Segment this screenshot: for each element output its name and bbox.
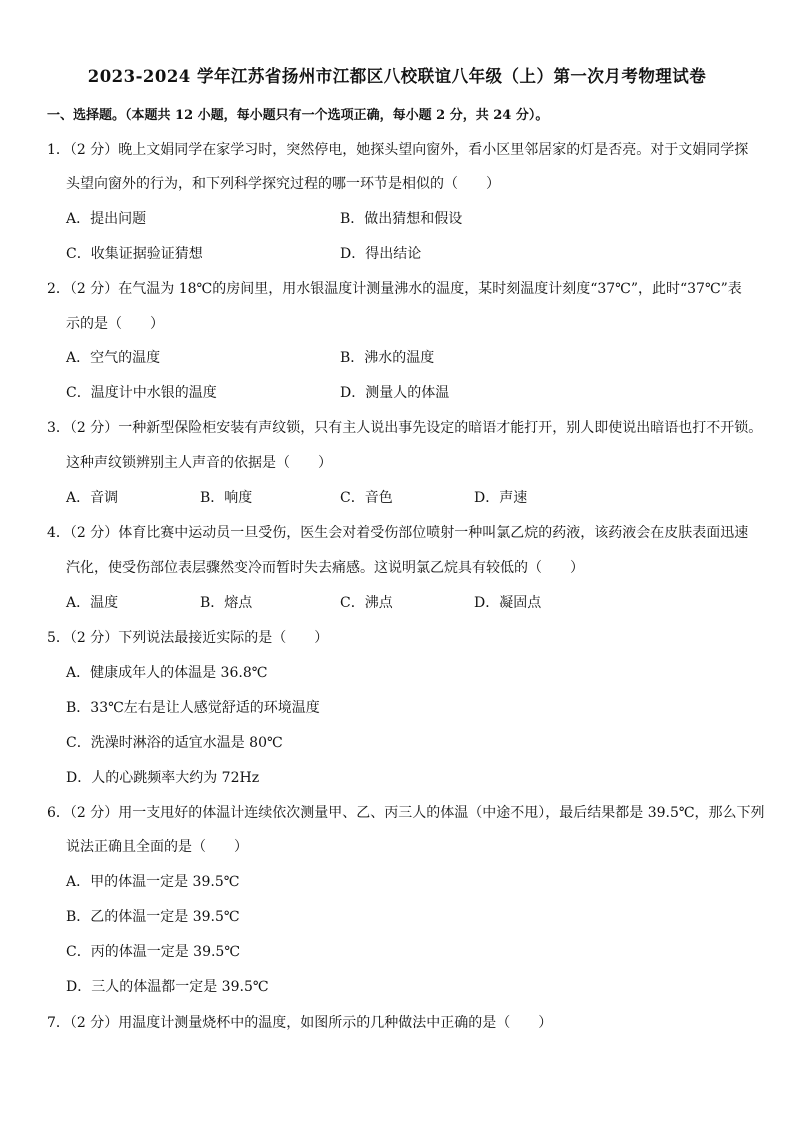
question-1-option-d: D．得出结论 <box>340 246 422 262</box>
question-1-option-c: C．收集证据验证猜想 <box>66 246 203 262</box>
question-6-option-c: C．丙的体温一定是 39.5℃ <box>66 944 240 960</box>
question-2-option-d: D．测量人的体温 <box>340 385 450 401</box>
section-heading: 一、选择题。（本题共 12 小题，每小题只有一个选项正确，每小题 2 分，共 24 分）。 <box>47 108 549 123</box>
question-5-stem-line-1: 5．（2 分）下列说法最接近实际的是（ ） <box>47 630 329 646</box>
question-2-stem-line-1: 2．（2 分）在气温为 18℃的房间里，用水银温度计测量沸水的温度，某时刻温度计刻度“37℃”，此时“37℃”表 <box>47 281 742 297</box>
question-3-option-c: C．音色 <box>340 490 393 506</box>
question-1-option-a: A．提出问题 <box>66 211 147 227</box>
question-4-option-b: B．熔点 <box>200 595 253 611</box>
question-2-option-a: A．空气的温度 <box>66 350 161 366</box>
question-4-option-d: D．凝固点 <box>474 595 542 611</box>
question-6-stem-line-1: 6．（2 分）用一支甩好的体温计连续依次测量甲、乙、丙三人的体温（中途不甩），最后结果都是 39.5℃，那么下列 <box>47 805 765 821</box>
question-5-option-a: A．健康成年人的体温是 36.8℃ <box>66 665 268 681</box>
question-4-option-c: C．沸点 <box>340 595 393 611</box>
question-3-option-d: D．声速 <box>474 490 528 506</box>
question-2-option-b: B．沸水的温度 <box>340 350 435 366</box>
question-7-stem-line-1: 7．（2 分）用温度计测量烧杯中的温度，如图所示的几种做法中正确的是（ ） <box>47 1015 553 1031</box>
question-3-option-a: A．音调 <box>66 490 119 506</box>
question-5-option-b: B．33℃左右是让人感觉舒适的环境温度 <box>66 700 320 716</box>
question-4-stem-line-2: 汽化，使受伤部位表层骤然变冷而暂时失去痛感。这说明氯乙烷具有较低的（ ） <box>66 560 584 576</box>
question-6-option-a: A．甲的体温一定是 39.5℃ <box>66 874 240 890</box>
question-4-option-a: A．温度 <box>66 595 119 611</box>
question-2-stem-line-2: 示的是（ ） <box>66 316 164 332</box>
question-1-option-b: B．做出猜想和假设 <box>340 211 463 227</box>
question-1-stem-line-2: 头望向窗外的行为，和下列科学探究过程的哪一环节是相似的（ ） <box>66 176 500 192</box>
question-1-stem-line-1: 1．（2 分）晚上文娟同学在家学习时，突然停电，她探头望向窗外，看小区里邻居家的灯是否亮。对于文娟同学探 <box>47 142 749 158</box>
question-6-option-d: D．三人的体温都一定是 39.5℃ <box>66 979 269 995</box>
question-4-stem-line-1: 4．（2 分）体育比赛中运动员一旦受伤，医生会对着受伤部位喷射一种叫氯乙烷的药液，该药液会在皮肤表面迅速 <box>47 525 749 541</box>
question-6-option-b: B．乙的体温一定是 39.5℃ <box>66 909 240 925</box>
question-3-stem-line-1: 3．（2 分）一种新型保险柜安装有声纹锁，只有主人说出事先设定的暗语才能打开，别人即使说出暗语也打不开锁。 <box>47 420 763 436</box>
question-3-stem-line-2: 这种声纹锁辨别主人声音的依据是（ ） <box>66 455 332 471</box>
exam-title: 2023-2024 学年江苏省扬州市江都区八校联谊八年级（上）第一次月考物理试卷 <box>87 67 707 87</box>
question-5-option-d: D．人的心跳频率大约为 72Hz <box>66 770 260 786</box>
question-6-stem-line-2: 说法正确且全面的是（ ） <box>66 839 248 855</box>
question-3-option-b: B．响度 <box>200 490 253 506</box>
question-5-option-c: C．洗澡时淋浴的适宜水温是 80℃ <box>66 735 283 751</box>
question-2-option-c: C．温度计中水银的温度 <box>66 385 217 401</box>
